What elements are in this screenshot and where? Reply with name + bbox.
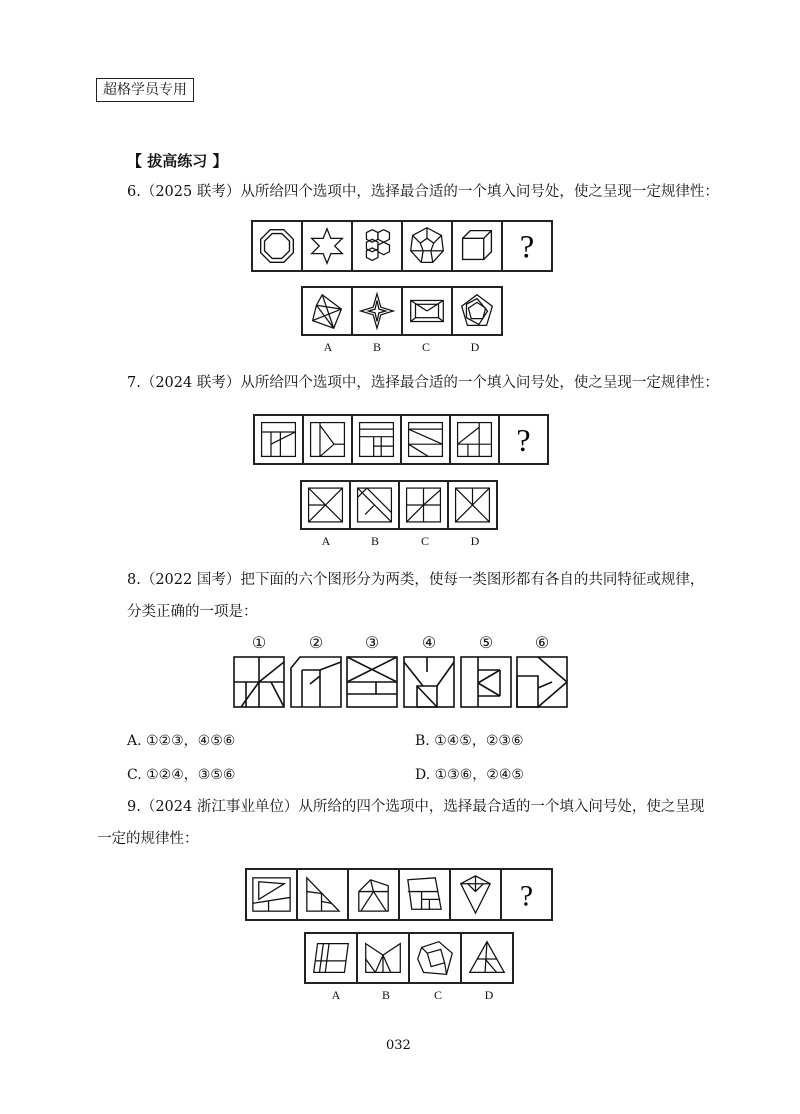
q7-option-c[interactable] xyxy=(398,480,449,530)
q8-text-line2: 分类正确的一项是： xyxy=(127,604,258,620)
q8-fig-6 xyxy=(516,656,568,708)
q8-num-3: ③ xyxy=(364,633,380,652)
q6-label-b: B xyxy=(372,340,381,354)
q6-fig-octagon xyxy=(251,220,303,272)
q7-options-row xyxy=(300,480,498,530)
page-number: 032 xyxy=(386,1038,411,1053)
q7-fig-5 xyxy=(449,414,500,465)
q9-options-row xyxy=(304,932,514,984)
q7-label-b: B xyxy=(370,534,379,548)
q6-fig-cube xyxy=(451,220,503,272)
q8-num-2: ② xyxy=(308,633,324,652)
q6-question-row xyxy=(251,220,553,272)
q6-fig-star xyxy=(301,220,353,272)
q6-option-a[interactable] xyxy=(301,286,353,336)
q7-fig-1 xyxy=(253,414,304,465)
q6-fig-pentagon-net xyxy=(401,220,453,272)
q9-label-d: D xyxy=(484,988,494,1002)
q8-fig-1 xyxy=(233,656,285,708)
q6-question-mark: ? xyxy=(519,229,535,266)
q8-fig-4 xyxy=(403,656,455,708)
q7-option-b[interactable] xyxy=(349,480,400,530)
q9-option-a[interactable] xyxy=(304,932,358,984)
q9-fig-3 xyxy=(347,868,400,921)
q7-label-a: A xyxy=(321,534,331,548)
q8-num-6: ⑥ xyxy=(534,633,550,652)
q7-option-d[interactable] xyxy=(447,480,498,530)
q9-question-row xyxy=(245,868,553,921)
q8-option-c[interactable]: C. ①②④，③⑤⑥ xyxy=(127,767,236,783)
q9-question-cell xyxy=(500,868,553,921)
q6-option-d[interactable] xyxy=(451,286,503,336)
q7-label-d: D xyxy=(470,534,480,548)
header-tag: 超格学员专用 xyxy=(96,78,194,102)
q6-label-a: A xyxy=(323,340,333,354)
q6-label-c: C xyxy=(421,340,430,354)
q7-question-row xyxy=(253,414,549,465)
q9-fig-1 xyxy=(245,868,298,921)
q8-num-1: ① xyxy=(251,633,267,652)
q7-text: 7.（2024 联考）从所给四个选项中，选择最合适的一个填入问号处，使之呈现一定规律性： xyxy=(127,375,719,391)
q9-option-b[interactable] xyxy=(356,932,410,984)
q8-num-4: ④ xyxy=(421,633,437,652)
q9-label-c: C xyxy=(433,988,442,1002)
q8-option-a[interactable]: A. ①②③，④⑤⑥ xyxy=(127,733,236,749)
q6-options-row xyxy=(301,286,503,336)
q8-fig-3 xyxy=(346,656,398,708)
q7-question-mark: ? xyxy=(516,422,531,458)
q9-option-d[interactable] xyxy=(460,932,514,984)
q7-fig-2 xyxy=(302,414,353,465)
q9-label-a: A xyxy=(331,988,341,1002)
q8-option-b[interactable]: B. ①④⑤，②③⑥ xyxy=(415,733,524,749)
q9-question-mark: ? xyxy=(519,880,534,913)
q8-option-d[interactable]: D. ①③⑥，②④⑤ xyxy=(415,767,524,783)
q6-label-d: D xyxy=(470,340,480,354)
q7-fig-4 xyxy=(400,414,451,465)
q7-label-c: C xyxy=(420,534,429,548)
q8-num-5: ⑤ xyxy=(478,633,494,652)
q9-fig-4 xyxy=(398,868,451,921)
q6-fig-hexagons xyxy=(351,220,403,272)
q8-fig-5 xyxy=(460,656,512,708)
q6-option-b[interactable] xyxy=(351,286,403,336)
q9-text-line1: 9.（2024 浙江事业单位）从所给的四个选项中，选择最合适的一个填入问号处，使之呈现 xyxy=(127,799,705,815)
q9-label-b: B xyxy=(381,988,390,1002)
q7-option-a[interactable] xyxy=(300,480,351,530)
q7-fig-3 xyxy=(351,414,402,465)
q6-text: 6.（2025 联考）从所给四个选项中，选择最合适的一个填入问号处，使之呈现一定规律性： xyxy=(127,184,719,200)
q9-fig-5 xyxy=(449,868,502,921)
q6-question-cell xyxy=(501,220,553,272)
q6-option-c[interactable] xyxy=(401,286,453,336)
q9-option-c[interactable] xyxy=(408,932,462,984)
q8-text-line1: 8.（2022 国考）把下面的六个图形分为两类，使每一类图形都有各自的共同特征或规律， xyxy=(127,572,705,588)
section-title: 【 拔高练习 】 xyxy=(127,152,228,170)
q9-text-line2: 一定的规律性： xyxy=(97,831,199,847)
q8-fig-2 xyxy=(290,656,342,708)
q9-fig-2 xyxy=(296,868,349,921)
q7-question-cell xyxy=(498,414,549,465)
